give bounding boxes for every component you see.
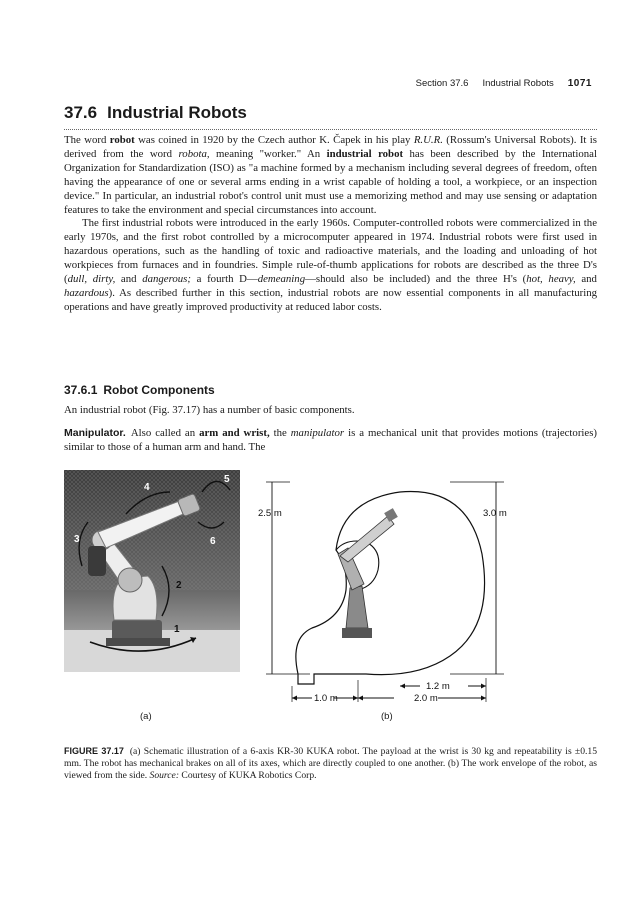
caption-source: Source: — [149, 770, 180, 782]
manipulator-text — [64, 427, 597, 455]
subsection-title-text: Robot Components — [103, 383, 215, 397]
dimension-label-3-0m: 3.0 m — [483, 508, 507, 519]
section-number: 37.6 — [64, 103, 98, 122]
dimension-label-1-2m: 1.2 m — [426, 681, 450, 692]
axis-label-4: 4 — [144, 482, 150, 493]
paragraph-2 — [64, 217, 597, 314]
axis-label-6: 6 — [210, 536, 216, 547]
robot-counterweight — [88, 546, 106, 576]
text-run: Also called an — [130, 427, 200, 439]
italic-term: dangerous; — [142, 273, 191, 286]
runin-heading: Manipulator. — [64, 427, 126, 439]
text-run: and — [575, 273, 597, 286]
text-run: meaning "worker." An — [209, 147, 327, 160]
text-run: The word — [64, 134, 110, 146]
figure-label-a: (a) — [140, 711, 152, 722]
figure-caption — [64, 745, 597, 783]
section-title-text: Industrial Robots — [107, 103, 247, 122]
running-head — [416, 78, 592, 89]
subsection-intro — [64, 404, 597, 418]
bold-term: industrial robot — [326, 147, 404, 160]
paragraph-1 — [64, 134, 597, 217]
italic-term: demeaning — [257, 273, 306, 286]
text-run: has been described by the International Organization for Standardization (ISO) as "a machine formed by a mechanism including several degrees of freedom, often having the appearance of one or several arms ending in a wrist capable of holding a tool, a workpiece, or an inspection device." In particular, an industrial robot's control unit must use a memorizing method and may use sensing or adaptation features to take the environment and special circumstances into account. — [64, 147, 597, 216]
section-reference: Section 37.6 — [415, 78, 469, 89]
intro-paragraph: An industrial robot (Fig. 37.17) has a number of basic components. — [64, 404, 355, 416]
body-text-block — [64, 134, 597, 315]
manipulator-paragraph — [64, 427, 597, 455]
section-name: Industrial Robots — [482, 78, 554, 89]
italic-term: hot, heavy, — [526, 273, 576, 286]
subsection-number: 37.6.1 — [64, 383, 98, 397]
text-run: a fourth D— — [190, 273, 258, 286]
italic-term: manipulator — [290, 427, 345, 439]
italic-term: R.U.R. — [413, 134, 443, 146]
robot-shoulder-joint — [118, 568, 142, 592]
text-run: —should also be included) and the three H's ( — [305, 273, 527, 286]
work-envelope-diagram — [250, 478, 518, 704]
figure-label-b: (b) — [381, 711, 393, 722]
italic-term: hazardous — [64, 286, 109, 299]
text-run: ). As described further in this section, industrial robots are now essential components in all manufacturing operations and have greatly improved productivity at reduced labor costs. — [64, 286, 597, 313]
axis-label-1: 1 — [174, 624, 180, 635]
robot-silhouette — [338, 508, 398, 638]
subsection-title — [64, 383, 215, 397]
dimension-label-2-5m: 2.5 m — [258, 508, 282, 519]
section-title — [64, 103, 597, 130]
text-run: the — [269, 427, 291, 439]
page-number: 1071 — [567, 78, 592, 89]
caption-text: (a) Schematic illustration of a 6-axis KR-30 KUKA robot. The payload at the wrist is 30 kg and repeatability is ±0.15 mm. The robot has mechanical brakes on all of its axes, which are directly coupled to one another. (b) The work envelope of the robot, as viewed from the side. — [64, 746, 597, 782]
axis-label-2: 2 — [176, 580, 182, 591]
caption-credit: Courtesy of KUKA Robotics Corp. — [179, 770, 317, 782]
text-run: was coined in 1920 by the Czech author K. Čapek in his play — [134, 134, 414, 146]
dimension-label-1-0m: 1.0 m — [314, 693, 338, 704]
robot-photo — [64, 470, 240, 672]
text-run: The first industrial robots were introduced in the early 1960s. Computer-controlled robots were commercialized in the early 1970s, and the first robot controlled by a microcomputer appeared in 1974. Industrial robots were first used in hazardous operations, such as the handling of toxic and radioactive materials, and the loading and unloading of hot workpieces from furnaces and in foundries. Simple rule-of-thumb applications for robots are described as the three D's ( — [64, 217, 597, 286]
robot-base-plate — [106, 638, 170, 646]
dimension-label-2-0m: 2.0 m — [414, 693, 438, 704]
bold-term: arm and wrist, — [199, 427, 270, 439]
italic-term: robota, — [178, 147, 210, 160]
text-run: (Rossum's Universal Robots). It is derived from the word — [64, 134, 598, 160]
caption-label: FIGURE 37.17 — [64, 746, 124, 756]
text-run: is a mechanical unit that provides motions (trajectories) similar to those of a human arm and hand. The — [64, 427, 598, 453]
italic-term: dull, dirty, — [67, 273, 116, 286]
bold-term: robot — [109, 134, 135, 146]
text-run: and — [115, 273, 143, 286]
axis-label-5: 5 — [224, 474, 230, 485]
axis-label-3: 3 — [74, 534, 80, 545]
